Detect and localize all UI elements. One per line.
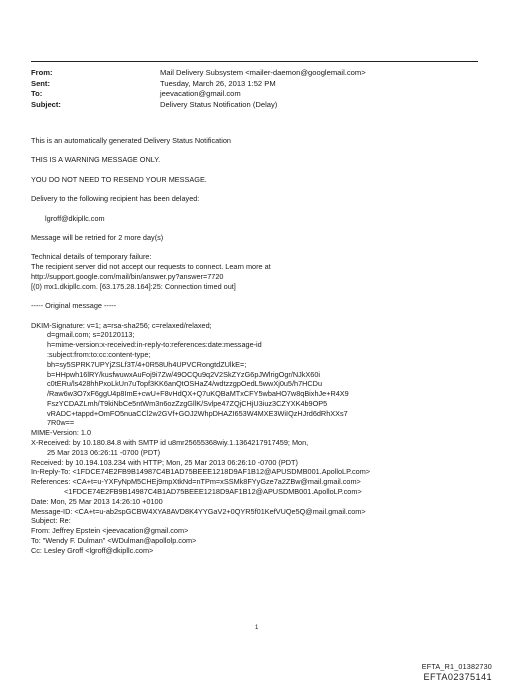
dkim-line: 7R0w== xyxy=(47,418,75,428)
no-resend-text: YOU DO NOT NEED TO RESEND YOUR MESSAGE. xyxy=(31,174,207,184)
references-line: <1FDCE74E2FB9B14987C4B1AD75BEEE1218D9AF1B12@APUSDMB001.ApolloLP.com> xyxy=(64,487,362,497)
dkim-line: d=gmail.com; s=20120113; xyxy=(47,330,135,340)
to-line: To: "Wendy F. Dulman" <WDulman@apollolp.com> xyxy=(31,536,197,546)
subject-value: Delivery Status Notification (Delay) xyxy=(160,99,278,109)
subject-line: Subject: Re: xyxy=(31,516,71,526)
subject-label: Subject: xyxy=(31,99,61,109)
in-reply-to-line: In-Reply-To: <1FDCE74E2FB9B14987C4B1AD75BEEE1218D9AF1B12@APUSDMB001.ApolloLP.com> xyxy=(31,467,371,477)
from-value: Mail Delivery Subsystem <mailer-daemon@googlemail.com> xyxy=(160,68,366,77)
references-line: References: <CA+t=u-YXFyNpM5CHEj9mpXtkNd=nTPm=xSSMk8FYyGze7a2ZBw@mail.gmail.com> xyxy=(31,477,361,487)
bates-number-small: EFTA_R1_01382730 xyxy=(421,662,492,671)
delayed-intro-text: Delivery to the following recipient has been delayed: xyxy=(31,194,200,204)
dkim-line: :subject:from:to:cc:content-type; xyxy=(47,349,151,359)
intro-text: This is an automatically generated Delivery Status Notification xyxy=(31,136,231,145)
tech-details-line: The recipient server did not accept our requests to connect. Learn more at xyxy=(31,262,271,272)
x-received-line: 25 Mar 2013 06:26:11 -0700 (PDT) xyxy=(47,447,161,457)
to-value: jeevacation@gmail.com xyxy=(160,89,241,98)
dkim-line: /Raw6w3O7xF6ggU4p8ImE+cwU+F8vHdQX+Q7uKQBaMTxCFY5wbaHO7w8qBixhJe+R4X9 xyxy=(47,389,349,399)
support-link: http://support.google.com/mail/bin/answer.py?answer=7720 xyxy=(31,271,224,281)
cc-line: Cc: Lesley Groff <lgroff@dkipllc.com> xyxy=(31,545,154,555)
dkim-line: FszYCDAZLmh/T9kiNbCe5ntWm3n6ozZzgGllK/Svlpe47ZQjCHjU3iuz3CZYXK4b9OP5 xyxy=(47,398,328,408)
tech-details-line: [(0) mx1.dkipllc.com. [63.175.28.164]:25: Connection timed out] xyxy=(31,281,236,291)
dkim-line: b=HHpwh16lRY/kusfwuwxAuFoj9i7Zw/49OCQu9q2V2SkZYzG6pJWlrigOgr/NJkX60i xyxy=(47,369,320,379)
retry-text: Message will be retried for 2 more day(s) xyxy=(31,232,164,242)
page-number: 1 xyxy=(255,625,259,631)
sent-value: Tuesday, March 26, 2013 1:52 PM xyxy=(160,78,276,88)
dkim-line: vRADC+tappd+OmFO5nuaCCl2w2GVf+GOJ2WhpDHAZI653W4MXE3WiIQzHJrd6dRhXXs7 xyxy=(47,408,348,418)
header-from-row xyxy=(31,68,366,79)
dkim-line: DKIM-Signature: v=1; a=rsa-sha256; c=relaxed/relaxed; xyxy=(31,320,212,330)
to-label: To: xyxy=(31,89,43,98)
original-message-marker: ----- Original message ----- xyxy=(31,301,117,311)
header-sent-row xyxy=(31,79,366,90)
header-to-row xyxy=(31,89,366,100)
from-line: From: Jeffrey Epstein <jeevacation@gmail.com> xyxy=(31,526,189,536)
bates-number-large: EFTA02375141 xyxy=(423,672,492,682)
warning-text: THIS IS A WARNING MESSAGE ONLY. xyxy=(31,155,161,165)
header-subject-row xyxy=(31,100,366,111)
recipient-text: lgroff@dkipllc.com xyxy=(45,213,105,223)
dkim-line: c0tERu/ls428hhPxoLkUn7uTopf3KK6anQtOSHaZ4/wdtzzgpOedL5wwXj0u5/h7HCDu xyxy=(47,379,323,389)
mime-version-line: MIME-Version: 1.0 xyxy=(31,428,92,438)
from-label: From: xyxy=(31,68,53,77)
email-header xyxy=(31,68,366,110)
header-divider xyxy=(31,61,478,62)
dkim-line: h=mime-version:x-received:in-reply-to:references:date:message-id xyxy=(47,340,262,350)
tech-details-heading: Technical details of temporary failure: xyxy=(31,252,152,262)
dkim-line: bh=sy5SPRK7UPYjZSLf3T/4+0R58Uh4UPVCRongtdZUlkE=; xyxy=(47,359,247,369)
email-body xyxy=(31,136,491,556)
sent-label: Sent: xyxy=(31,78,50,88)
date-line: Date: Mon, 25 Mar 2013 14:26:10 +0100 xyxy=(31,496,163,506)
message-id-line: Message-ID: <CA+t=u-ab2spGCBW4XYA8AVD8K4YYGaV2+0QYR5f01KefVUQe5Q@mail.gmail.com> xyxy=(31,506,366,516)
x-received-line: X-Received: by 10.180.84.8 with SMTP id u8mr25655368wiy.1.1364217917459; Mon, xyxy=(31,438,309,448)
received-line: Received: by 10.194.103.234 with HTTP; Mon, 25 Mar 2013 06:26:10 -0700 (PDT) xyxy=(31,457,298,467)
